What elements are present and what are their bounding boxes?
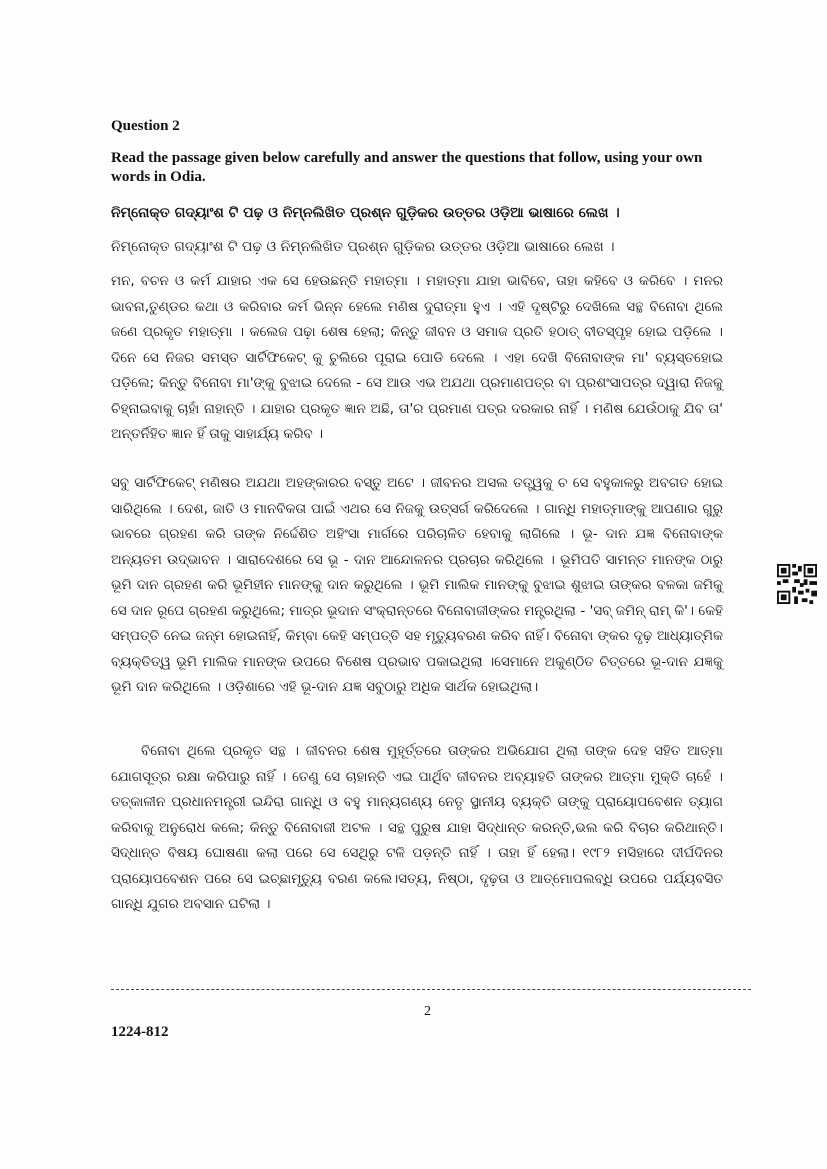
passage-paragraph-1: ମନ, ବଚନ ଓ କର୍ମ ଯାହାର ଏକ ସେ ହେଉଛନ୍ତି ମହାତ୍ମା । ମହାତ୍ମା ଯାହା ଭାବିବେ, ତାହା କହିବେ ଓ କରିବେ । ମନର ଭାବନା,ତୁଣ୍ଡର କଥା ଓ କରିବାର କର୍ମ ଭିନ୍ନ ହେଲେ ମଣିଷ ଦୁରାତ୍ମା ହୁଏ । ଏହି ଦୃଷ୍ଟିରୁ ଦେଖିଲେ ସନ୍ଥ ବିନୋବା ଥିଲେ ଜଣେ ପ୍ରକୃତ ମହାତ୍ମା । କଲେଜ ପଢ଼ା ଶେଷ ହେଲା; କିନ୍ତୁ ଜୀବନ ଓ ସମାଜ ପ୍ରତି ହଠାତ୍ ବୀତସ୍ପୃହ ହୋଇ ପଡ଼ିଲେ । ଦିନେ ସେ ନିଜର ସମସ୍ତ ସାର୍ଟିଫିକେଟ୍ କୁ ଚୁଲିରେ ପୂରାଇ ପୋଡି ଦେଲେ । ଏହା ଦେଖି ବିନୋବାଙ୍କ ମା' ବ୍ୟସ୍ତହୋଇ ପଡ଼ିଲେ; କିନ୍ତୁ ବିନୋବା ମା'ଙ୍କୁ ବୁଝାଇ ଦେଲେ - ସେ ଆଉ ଏଭ ଅଯଥା ପ୍ରମାଣପତ୍ର ବା ପ୍ରଶଂସାପତ୍ର ଦ୍ୱାରା ନିଜକୁ ଚିହ୍ନାଇବାକୁ ଚାହାଁ ନାହାନ୍ତି । ଯାହାର ପ୍ରକୃତ ଜ୍ଞାନ ଅଛି, ତା'ର ପ୍ରମାଣ ପତ୍ର ଦରକାର ନାହିଁ । ମଣିଷ ଯେଉଁଠାକୁ ଯିବ ତା' ଅନ୍ତର୍ନିହିତ ଜ୍ଞାନ ହିଁ ତାକୁ ସାହାର୍ଯ୍ୟ କରିବ । (111, 273, 723, 442)
passage-paragraph-2: ସବୁ ସାର୍ଟିଫିକେଟ୍ ମଣିଷର ଅଯଥା ଅହଙ୍କାରର ବସ୍ତୁ ଅଟେ । ଜୀବନର ଅସଲ ତତ୍ତ୍ୱକୁ ଚ ସେ ବହୁକାଳରୁ ଅବଗତ ହୋଇ ସାରିଥିଲେ । ଦେଶ, ଜାତି ଓ ମାନବିକତା ପାଇଁ ଏଥର ସେ ନିଜକୁ ଉତ୍ସର୍ଗ କରିଦେଲେ । ଗାନ୍ଧି ମହାତ୍ମାଙ୍କୁ ଆପଣାର ଗୁରୁ ଭାବରେ ଗ୍ରହଣ କରି ତାଙ୍କ ନିର୍ଦ୍ଦେଶିତ ଅହିଂସା ମାର୍ଗରେ ପରିଚାଳିତ ହେବାକୁ ଲାଗିଲେ । ଭୂ- ଦାନ ଯଜ୍ଞ ବିନୋବାଙ୍କ ଅନ୍ୟତମ ଉଦ୍ଭାବନ । ସାରାଦେଶରେ ସେ ଭୂ - ଦାନ ଆନ୍ଦୋଳନର ପ୍ରଚାର କରିଥିଲେ । ଭୂମିପତି ସାମନ୍ତ ମାନଙ୍କ ଠାରୁ ଭୂମି ଦାନ ଗ୍ରହଣ କରି ଭୂମିହୀନ ମାନଙ୍କୁ ଦାନ କରୁଥିଲେ । ଭୂମି ମାଲିକ ମାନଙ୍କୁ ବୁଝାଇ ଶୁଝାଇ ତାଙ୍କର ବଳକା ଜମିକୁ ସେ ଦାନ ରୂପେ ଗ୍ରହଣ କରୁଥିଲେ; ମାତ୍ର ଭୂଦାନ ସଂକ୍ରାନ୍ତରେ ବିନୋବାଜୀଙ୍କର ମନ୍ତ୍ରଥିଲା - 'ସବ୍ ଜମିନ୍ ରାମ୍ କି'। କେହି ସମ୍ପତ୍ତି ନେଇ ଜନ୍ମ ହୋଇନାହିଁ, କିମ୍ବା କେହି ସମ୍ପତ୍ତି ସହ ମୃତ୍ୟୁବରଣ କରିବ ନାହିଁ। ବିନୋବା ଙ୍କର ଦୃଢ଼ ଆଧ୍ୟାତ୍ମିକ ବ୍ୟକ୍ତିତ୍ୱ ଭୂମି ମାଲିକ ମାନଙ୍କ ଉପରେ ବିଶେଷ ପ୍ରଭାବ ପକାଇଥିଲା ।ସେମାନେ ଅକୁଣ୍ଠିତ ଚିତ୍ତରେ ଭୂ-ଦାନ ଯଜ୍ଞକୁ ଭୂମି ଦାନ କରିଥିଲେ । ଓଡ଼ିଶାରେ ଏହି ଭୂ-ଦାନ ଯଜ୍ଞ ସବୁଠାରୁ ଅଧିକ ସାର୍ଥକ ହୋଇଥିଲା। (111, 475, 723, 695)
question-title: Question 2 (111, 118, 180, 134)
qr-code-icon (777, 564, 817, 604)
instructions-english: Read the passage given below carefully and answer the questions that follow, using your own words in Odia. (111, 150, 703, 185)
instructions-odia: ନିମ୍ନୋକ୍ତ ଗଦ୍ୟାଂଶ ଟି ପଢ଼ ଓ ନିମ୍ନଲିଖିତ ପ୍ରଶ୍ନ ଗୁଡ଼ିକର ଉତ୍ତର ଓଡ଼ିଆ ଭାଷାରେ ଲେଖ । (111, 239, 615, 255)
page-number: 2 (424, 1004, 431, 1019)
instructions-odia-bold: ନିମ୍ନୋକ୍ତ ଗଦ୍ୟାଂଶ ଟି ପଢ଼ ଓ ନିମ୍ନଲିଖିତ ପ୍ରଶ୍ନ ଗୁଡ଼ିକର ଉତ୍ତର ଓଡ଼ିଆ ଭାଷାରେ ଲେଖ । (111, 205, 620, 221)
footer-divider (111, 989, 751, 990)
passage-paragraph-3: ବିନୋବା ଥିଲେ ପ୍ରକୃତ ସନ୍ଥ । ଜୀବନର ଶେଷ ମୁହୂର୍ତ୍ତରେ ତାଙ୍କର ଅଭିଯୋଗ ଥିଲା ତାଙ୍କ ଦେହ ସହିତ ଆତ୍ମା ଯୋଗସୂତ୍ର ରକ୍ଷା କରିପାରୁ ନାହିଁ । ତେଣୁ ସେ ଚାହାନ୍ତି ଏଇ ପାର୍ଥିବ ଜୀବନର ଅବ୍ୟାହତି ତାଙ୍କର ଆତ୍ମା ମୁକ୍ତି ଚାହେଁ ।ତତ୍କାଳୀନ ପ୍ରଧାନମନ୍ତ୍ରୀ ଇନ୍ଦିରା ଗାନ୍ଧି ଓ ବହୁ ମାନ୍ୟଗଣ୍ୟ ନେତୃ ସ୍ଥାନୀୟ ବ୍ୟକ୍ତି ତାଙ୍କୁ ପ୍ରାୟୋପବେଶନ ତ୍ୟାଗ କରିବାକୁ ଅନୁରୋଧ କଲେ; କିନ୍ତୁ ବିନୋବାଜୀ ଅଟଳ । ସନ୍ଥ ପୁରୁଷ ଯାହା ସିଦ୍ଧାନ୍ତ କରନ୍ତି,ଭଲ କରି ବିଚାର କରିଥାନ୍ତି। ସିଦ୍ଧାନ୍ତ ବିଷୟ ଘୋଷଣା କଲା ପରେ ସେ ସେଥିରୁ ଟଳି ପଡ଼ନ୍ତି ନାହିଁ । ତାହା ହିଁ ହେଲା। ୧୯୮୨ ମସିହାରେ ଦୀର୍ଘଦିନର ପ୍ରାୟୋପବେଶନ ପରେ ସେ ଇଚ୍ଛାମୃତ୍ୟୁ ବରଣ କଲେ।ସତ୍ୟ, ନିଷ୍ଠା, ଦୃଢ଼ତା ଓ ଆତ୍ମୋପଲବ୍ଧି ଉପରେ ପର୍ଯ୍ୟବସିତ ଗାନ୍ଧି ଯୁଗର ଅବସାନ ଘଟିଲା । (111, 743, 723, 912)
document-code: 1224-812 (111, 1024, 169, 1040)
